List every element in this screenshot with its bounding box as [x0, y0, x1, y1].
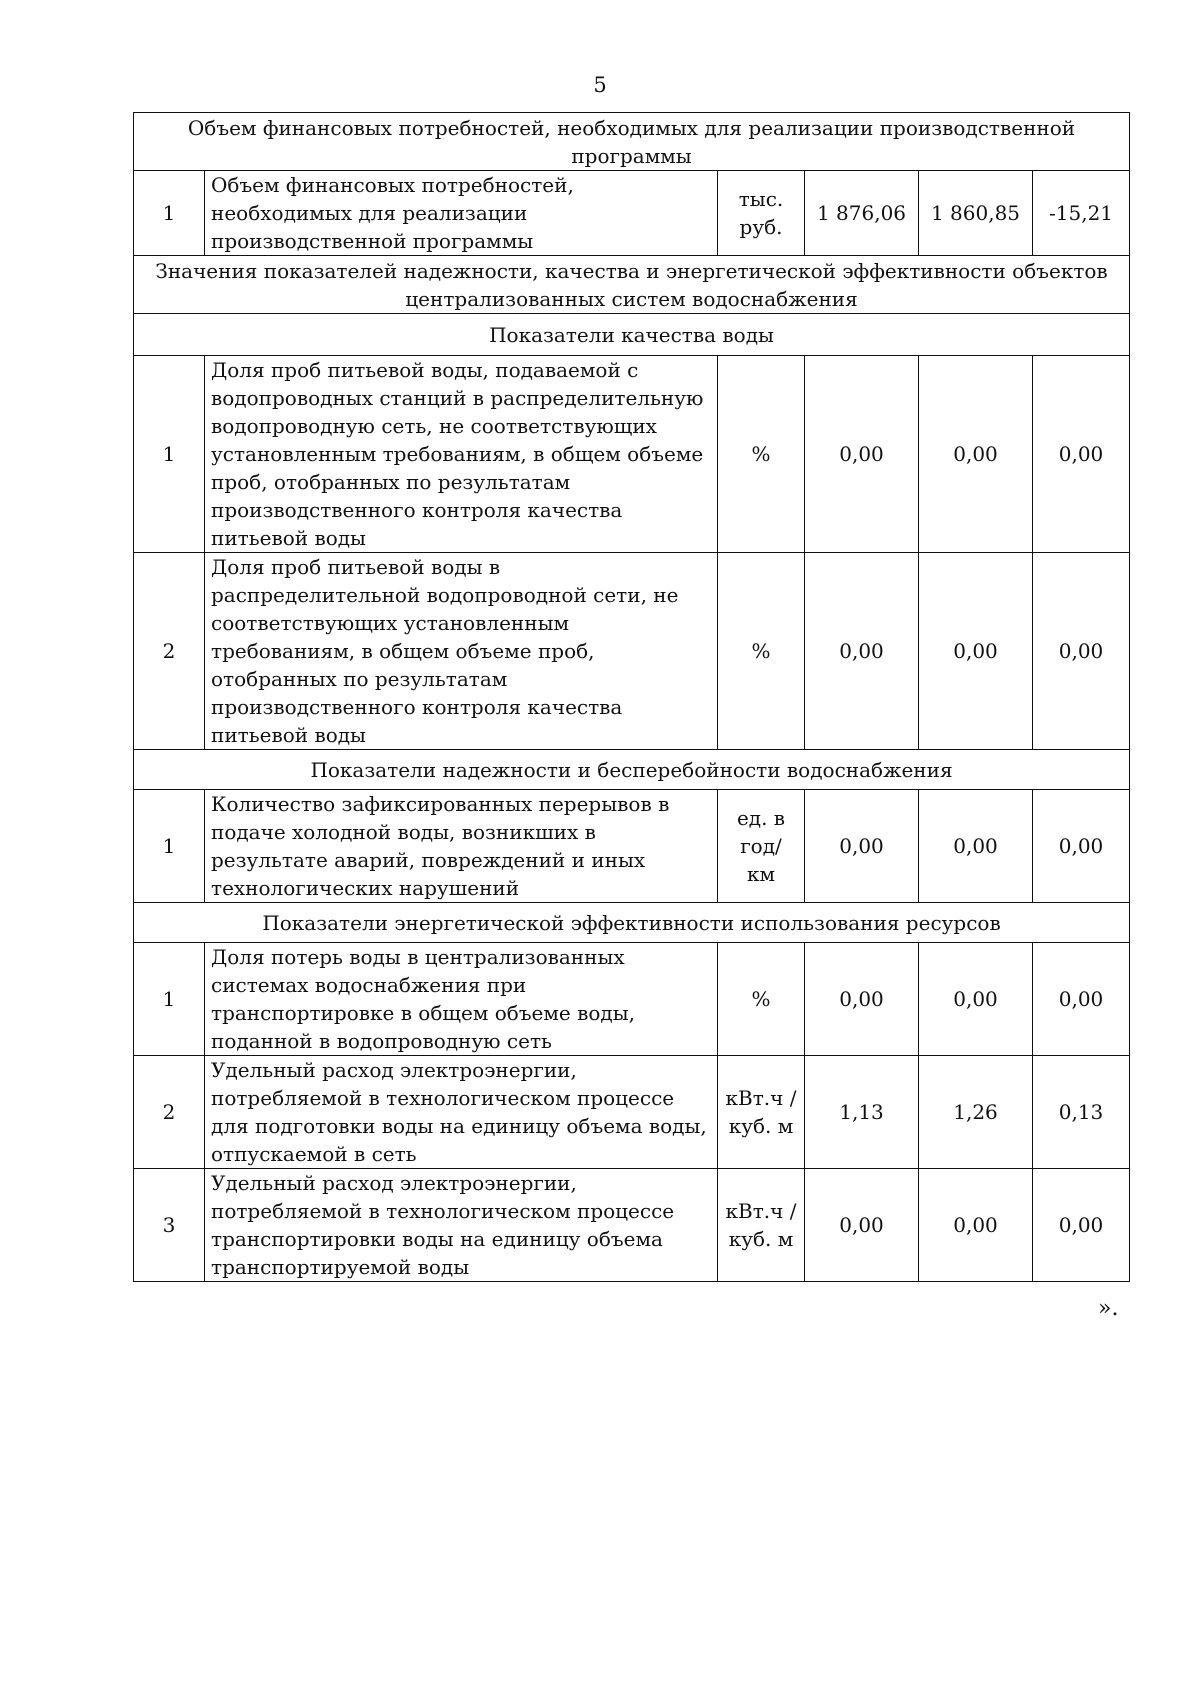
- row-number: 1: [134, 171, 205, 256]
- indicator-name: Доля потерь воды в централизованных системах водоснабжения при транспортировке в общем объеме воды, поданной в водопроводную сеть: [205, 943, 718, 1056]
- unit-of-measure: %: [718, 356, 805, 553]
- unit-of-measure: кВт.ч / куб. м: [718, 1169, 805, 1282]
- indicator-name: Доля проб питьевой воды в распределительной водопроводной сети, не соответствующих установленным требованиям, в общем объеме проб, отобранных по результатам производственного контроля качества питьевой воды: [205, 553, 718, 750]
- table-row: [134, 171, 1130, 256]
- section-header-row: [134, 256, 1130, 314]
- value-1: 1 876,06: [805, 171, 919, 256]
- row-number: 1: [134, 790, 205, 903]
- value-2: 0,00: [919, 553, 1033, 750]
- row-number: 1: [134, 356, 205, 553]
- value-1: 0,00: [805, 790, 919, 903]
- value-1: 0,00: [805, 356, 919, 553]
- section-title: Показатели качества воды: [134, 314, 1130, 356]
- value-deviation: 0,00: [1033, 1169, 1130, 1282]
- value-1: 1,13: [805, 1056, 919, 1169]
- value-2: 1 860,85: [919, 171, 1033, 256]
- indicator-name: Объем финансовых потребностей, необходимых для реализации производственной программы: [205, 171, 718, 256]
- table-row: [134, 943, 1130, 1056]
- indicator-name: Удельный расход электроэнергии, потребляемой в технологическом процессе транспортировки воды на единицу объема транспортируемой воды: [205, 1169, 718, 1282]
- value-2: 1,26: [919, 1056, 1033, 1169]
- value-1: 0,00: [805, 943, 919, 1056]
- value-2: 0,00: [919, 356, 1033, 553]
- unit-of-measure: тыс. руб.: [718, 171, 805, 256]
- section-header-row: [134, 903, 1130, 943]
- row-number: 1: [134, 943, 205, 1056]
- table-row: [134, 553, 1130, 750]
- unit-of-measure: кВт.ч / куб. м: [718, 1056, 805, 1169]
- indicators-table: [133, 112, 1130, 1282]
- section-title: Показатели надежности и бесперебойности водоснабжения: [134, 750, 1130, 790]
- row-number: 3: [134, 1169, 205, 1282]
- page-number: 5: [593, 73, 607, 97]
- section-title: Показатели энергетической эффективности использования ресурсов: [134, 903, 1130, 943]
- value-2: 0,00: [919, 790, 1033, 903]
- table-row: [134, 356, 1130, 553]
- table-row: [134, 1169, 1130, 1282]
- value-deviation: 0,00: [1033, 790, 1130, 903]
- value-1: 0,00: [805, 1169, 919, 1282]
- value-deviation: -15,21: [1033, 171, 1130, 256]
- section-header-row: [134, 314, 1130, 356]
- section-header-row: [134, 113, 1130, 171]
- table-row: [134, 1056, 1130, 1169]
- value-deviation: 0,00: [1033, 553, 1130, 750]
- value-1: 0,00: [805, 553, 919, 750]
- value-2: 0,00: [919, 1169, 1033, 1282]
- section-title: Значения показателей надежности, качества и энергетической эффективности объектов централизованных систем водоснабжения: [134, 256, 1130, 314]
- table-body: [134, 113, 1130, 1282]
- section-title: Объем финансовых потребностей, необходимых для реализации производственной программы: [134, 113, 1130, 171]
- table-row: [134, 790, 1130, 903]
- value-deviation: 0,00: [1033, 356, 1130, 553]
- unit-of-measure: %: [718, 553, 805, 750]
- closing-quote: ».: [1098, 1296, 1119, 1321]
- value-deviation: 0,00: [1033, 943, 1130, 1056]
- indicator-name: Количество зафиксированных перерывов в подаче холодной воды, возникших в результате аварий, повреждений и иных технологических нарушений: [205, 790, 718, 903]
- indicator-name: Удельный расход электроэнергии, потребляемой в технологическом процессе для подготовки воды на единицу объема воды, отпускаемой в сеть: [205, 1056, 718, 1169]
- indicator-name: Доля проб питьевой воды, подаваемой с водопроводных станций в распределительную водопроводную сеть, не соответствующих установленным требованиям, в общем объеме проб, отобранных по результатам производственного контроля качества питьевой воды: [205, 356, 718, 553]
- unit-of-measure: %: [718, 943, 805, 1056]
- row-number: 2: [134, 553, 205, 750]
- value-deviation: 0,13: [1033, 1056, 1130, 1169]
- unit-of-measure: ед. в год/ км: [718, 790, 805, 903]
- row-number: 2: [134, 1056, 205, 1169]
- section-header-row: [134, 750, 1130, 790]
- value-2: 0,00: [919, 943, 1033, 1056]
